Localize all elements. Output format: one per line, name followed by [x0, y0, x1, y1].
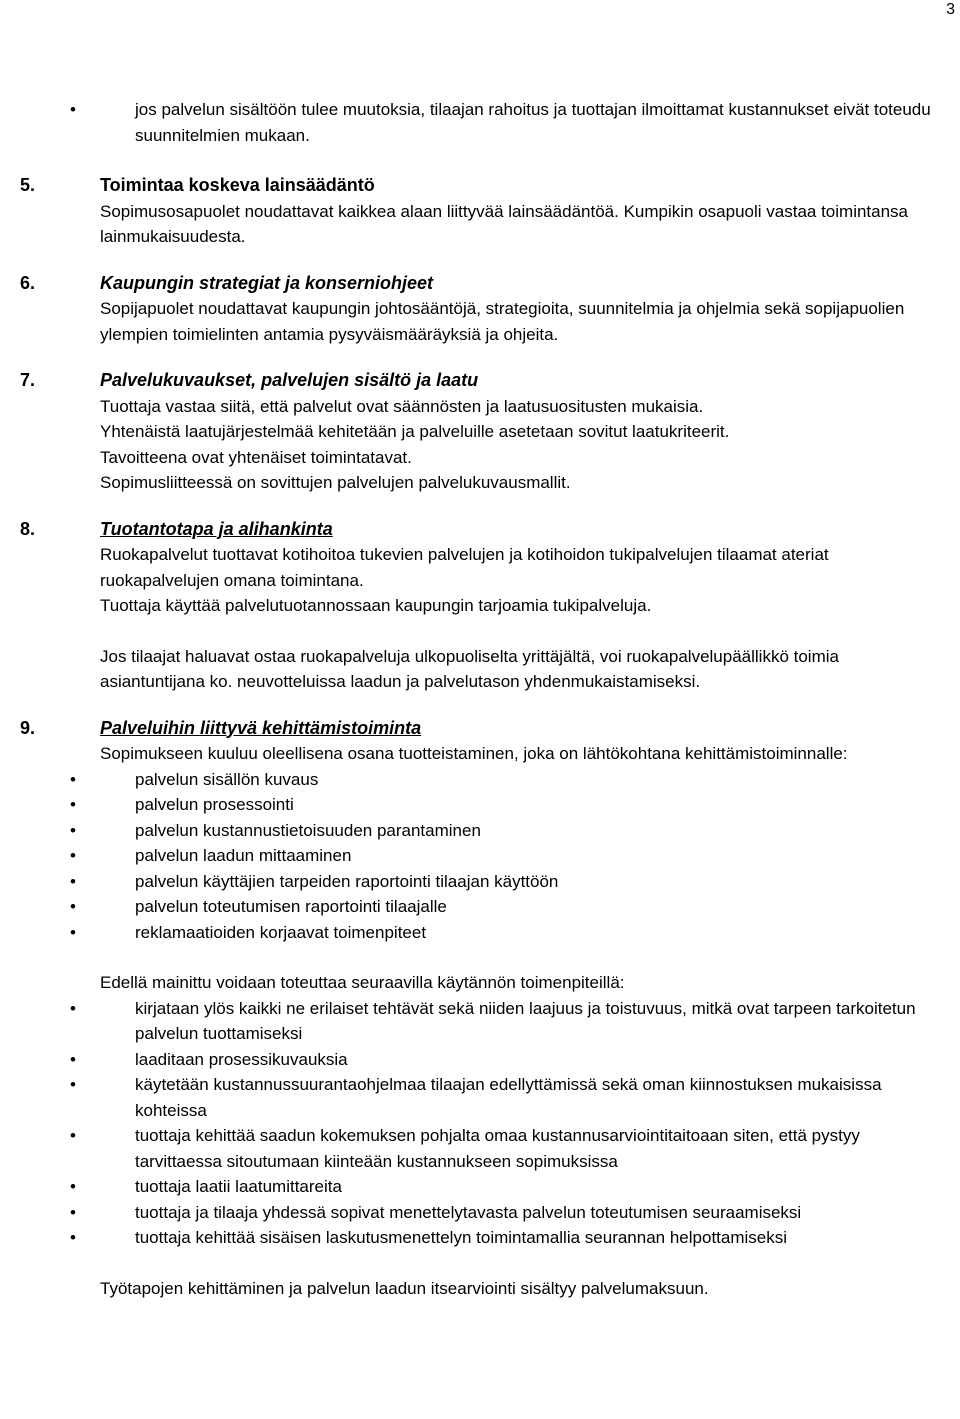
section-line: Tuottaja vastaa siitä, että palvelut ovat säännösten ja laatusuositusten mukaisia. [100, 396, 704, 416]
section-paragraph: Jos tilaajat haluavat ostaa ruokapalveluja ulkopuoliselta yrittäjältä, voi ruokapalvelupäällikkö toimia asiantuntijana ko. neuvotteluissa laadun ja palvelutason yhdenmukaistamiseksi. [100, 646, 839, 691]
list-item: • palvelun prosessointi [100, 792, 945, 818]
closing-paragraph: Työtapojen kehittäminen ja palvelun laadun itsearviointi sisältyy palvelumaksuun. [100, 1278, 709, 1298]
section-body: Sopijapuolet noudattavat kaupungin johtosääntöjä, strategioita, suunnitelmia ja ohjelmia sekä sopijapuolien ylempien toimielinten antamia pysyväismääräyksiä ja ohjeita. [100, 299, 905, 344]
list-item: • palvelun kustannustietoisuuden parantaminen [100, 818, 945, 844]
section-heading [20, 517, 945, 543]
list-item: • laaditaan prosessikuvauksia [100, 1047, 945, 1073]
document-body [20, 97, 945, 1301]
section-intro: Edellä mainittu voidaan toteuttaa seuraavilla käytännön toimenpiteillä: [100, 973, 625, 992]
page-number: 3 [946, 1, 955, 18]
list-item: • kirjataan ylös kaikki ne erilaiset tehtävät sekä niiden laajuus ja toistuvuus, mitkä ovat tarpeen tarkoitetun palvelun tuottamiseksi [100, 996, 945, 1047]
section-9 [20, 716, 945, 1302]
section-line: Sopimusliitteessä on sovittujen palvelujen palvelukuvausmallit. [100, 473, 571, 492]
section-heading [20, 271, 945, 297]
section-title: Toimintaa koskeva lainsäädäntö [100, 175, 375, 195]
measures-bullet-list [100, 996, 945, 1251]
section-line: Tavoitteena ovat yhtenäiset toimintatavat. [100, 447, 412, 467]
section-title: Palveluihin liittyvä kehittämistoiminta [100, 717, 422, 738]
section-number: 6. [20, 272, 36, 293]
list-item: • tuottaja ja tilaaja yhdessä sopivat menettelytavasta palvelun toteutumisen seuraamiseksi [100, 1200, 945, 1226]
section-heading [20, 716, 945, 742]
section-5 [20, 173, 945, 250]
section-title: Kaupungin strategiat ja konserniohjeet [100, 272, 434, 293]
section-title: Tuotantotapa ja alihankinta [100, 518, 333, 539]
section-intro: Sopimukseen kuuluu oleellisena osana tuotteistaminen, joka on lähtökohtana kehittämistoiminnalle: [100, 744, 848, 763]
section-number: 8. [20, 518, 36, 539]
section-title: Palvelukuvaukset, palvelujen sisältö ja laatu [100, 370, 479, 390]
list-item: • tuottaja kehittää sisäisen laskutusmenettelyn toimintamallia seurannan helpottamiseksi [100, 1225, 945, 1251]
section-number: 7. [20, 370, 36, 390]
section-heading [20, 368, 945, 394]
section-heading [20, 173, 945, 199]
intro-bullet-list [100, 97, 945, 148]
list-item: • palvelun toteutumisen raportointi tilaajalle [100, 894, 945, 920]
section-6 [20, 271, 945, 348]
list-item: • reklamaatioiden korjaavat toimenpiteet [100, 920, 945, 946]
development-bullet-list [100, 767, 945, 946]
list-item: • palvelun käyttäjien tarpeiden raportointi tilaajan käyttöön [100, 869, 945, 895]
section-paragraph: Ruokapalvelut tuottavat kotihoitoa tukevien palvelujen ja kotihoidon tukipalvelujen tilaamat ateriat ruokapalvelujen omana toimintana. [100, 545, 829, 590]
section-paragraph: Tuottaja käyttää palvelutuotannossaan kaupungin tarjoamia tukipalveluja. [100, 596, 652, 615]
list-item: • palvelun laadun mittaaminen [100, 843, 945, 869]
section-body: Sopimusosapuolet noudattavat kaikkea alaan liittyvää lainsäädäntöä. Kumpikin osapuoli vastaa toimintansa lainmukaisuudesta. [100, 201, 909, 246]
section-number: 9. [20, 717, 36, 738]
list-item: • käytetään kustannussuurantaohjelmaa tilaajan edellyttämissä sekä oman kiinnostuksen mukaisissa kohteissa [100, 1072, 945, 1123]
list-item: • jos palvelun sisältöön tulee muutoksia, tilaajan rahoitus ja tuottajan ilmoittamat kustannukset eivät toteudu suunnitelmien mukaan. [100, 97, 945, 148]
section-number: 5. [20, 175, 36, 195]
section-line: Yhtenäistä laatujärjestelmää kehitetään ja palveluille asetetaan sovitut laatukriteerit. [100, 422, 730, 441]
section-8 [20, 517, 945, 695]
list-item: • tuottaja kehittää saadun kokemuksen pohjalta omaa kustannusarviointitaitoaan siten, että pystyy tarvittaessa sitoutumaan kiinteään kustannukseen sopimuksissa [100, 1123, 945, 1174]
section-7 [20, 368, 945, 496]
list-item: • tuottaja laatii laatumittareita [100, 1174, 945, 1200]
list-item: • palvelun sisällön kuvaus [100, 767, 945, 793]
